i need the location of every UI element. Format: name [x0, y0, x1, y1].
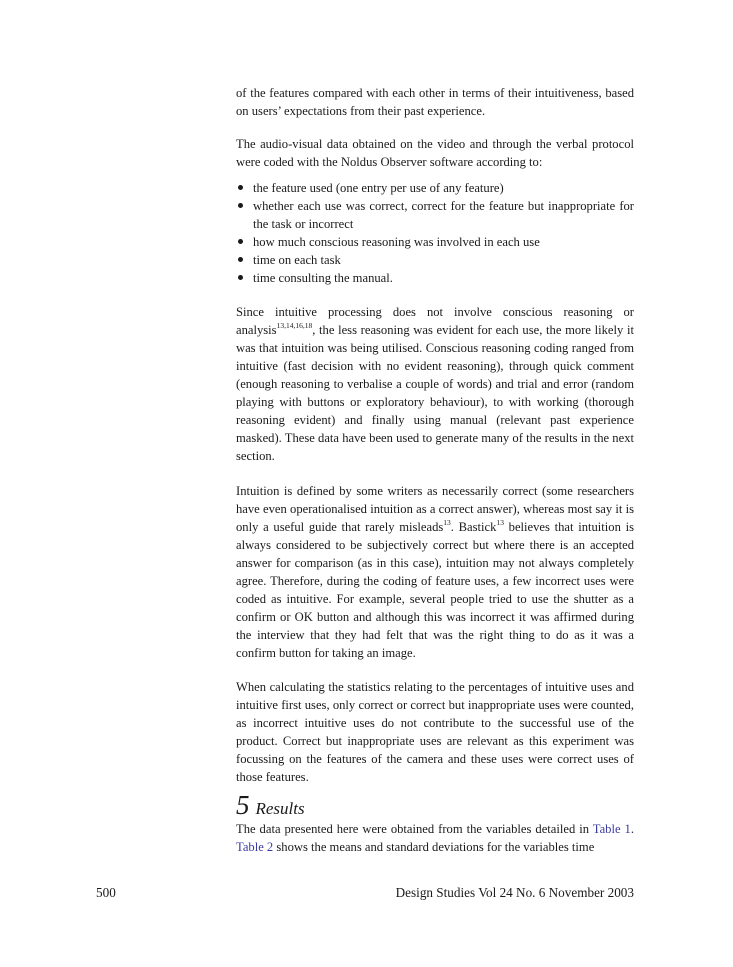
table-2-link[interactable]: Table 2 [236, 840, 274, 854]
paragraph-text: When calculating the statistics relating to the percentages of intuitive uses and intuitive first uses, only correct or correct but inappropriate uses were counted, as incorrect intuitive uses do not contribute to the successful use of the product. Correct but inappropriate uses are relevant as this experiment was focussing on the features of the camera and these uses were correct uses of those features. [236, 680, 634, 784]
section-title: Results [255, 799, 305, 818]
paragraph-coding [236, 135, 634, 171]
bullet-icon [238, 257, 243, 262]
paragraph-reasoning [236, 303, 634, 465]
journal-citation: Design Studies Vol 24 No. 6 November 2003 [395, 885, 634, 900]
list-item: how much conscious reasoning was involved in each use [236, 233, 634, 251]
list-item: time on each task [236, 251, 634, 269]
paragraph-text: The data presented here were obtained from the variables detailed in Table 1. Table 2 shows the means and standard deviations for the variables time [236, 822, 634, 854]
list-item: whether each use was correct, correct for the feature but inappropriate for the task or incorrect [236, 197, 634, 233]
paragraph-text: Intuition is defined by some writers as necessarily correct (some researchers have even operationalised intuition as a correct answer), whereas most say it is only a useful guide that rarely misleads$^{13}$. Bastick$^{13}$ believes that intuition is always considered to be subjectively correct but where there is an accepted answer for comparison (as in this case), intuition may not always completely agree. Therefore, during the coding of feature uses, a few incorrect uses were coded as intuitive. For example, several people tried to use the shutter as a confirm or OK button and although this was incorrect it was affirmed during the interview that they had felt that was the right thing to do as it was a confirm button for taking an image. [236, 484, 634, 660]
section-number: 5 [236, 790, 250, 820]
paragraph-intuition [236, 482, 634, 662]
page-number: 500 [96, 885, 116, 900]
paragraph-statistics [236, 678, 634, 786]
bullet-icon [238, 275, 243, 280]
bullet-icon [238, 203, 243, 208]
bullet-list [236, 179, 634, 287]
paragraph-results [236, 820, 634, 856]
table-1-link[interactable]: Table 1 [592, 822, 631, 836]
citation: 13 [496, 518, 504, 527]
paragraph-text: of the features compared with each other in terms of their intuitiveness, based on users’ expectations from their past experience. [236, 86, 634, 118]
bullet-icon [238, 185, 243, 190]
list-item: time consulting the manual. [236, 269, 634, 287]
paragraph-text: Since intuitive processing does not involve conscious reasoning or analysis$^{13,14,16,18}$, the less reasoning was evident for each use, the more likely it was that intuition was being utilised. Conscious reasoning coding ranged from intuitive (fast decision with no evident reasoning), through quick comment (enough reasoning to verbalise a couple of words) and trial and error (random playing with buttons or exploratory behaviour), to with working (thorough reasoning evident) and finally using manual (relevant past experience masked). These data have been used to generate many of the results in the next section. [236, 305, 634, 463]
citation: 13 [443, 518, 451, 527]
citation: 13,14,16,18 [276, 321, 313, 330]
paragraph-text: The audio-visual data obtained on the video and through the verbal protocol were coded with the Noldus Observer software according to: [236, 137, 634, 169]
section-heading [236, 790, 305, 821]
paragraph-intro [236, 84, 634, 120]
list-item: the feature used (one entry per use of any feature) [236, 179, 634, 197]
bullet-icon [238, 239, 243, 244]
